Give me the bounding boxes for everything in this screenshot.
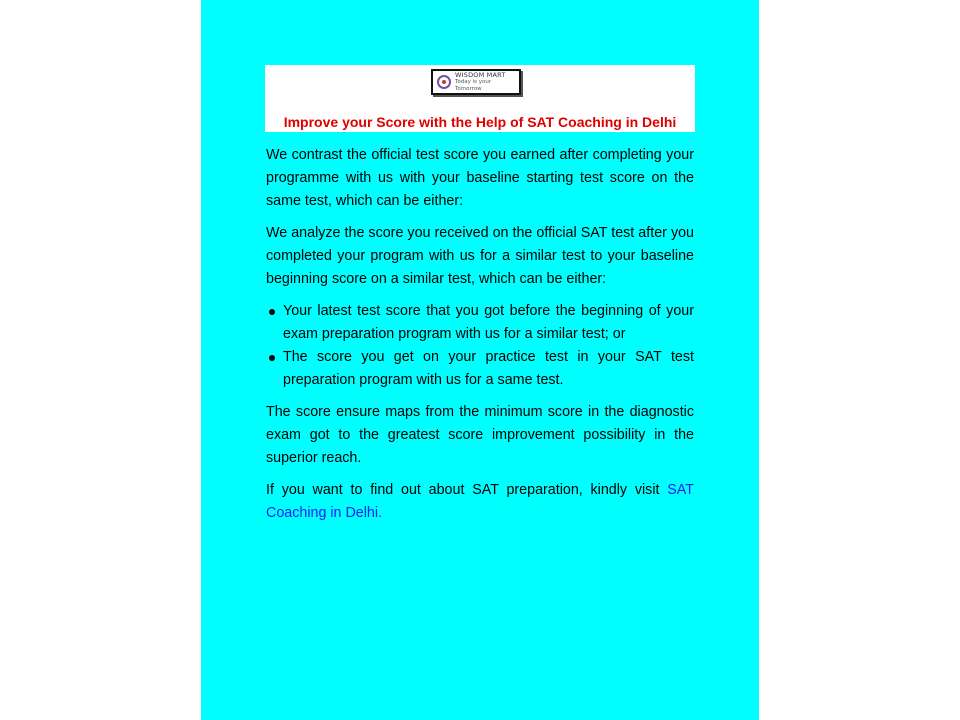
document-header (265, 65, 695, 132)
list-item (266, 300, 694, 346)
document-title: Improve your Score with the Help of SAT Coaching in Delhi (283, 114, 677, 130)
bullet-icon (269, 355, 275, 361)
visit-suffix: . (378, 505, 383, 521)
paragraph: The score ensure maps from the minimum score in the diagnostic exam got to the greatest score improvement possibility in the superior reach. (266, 404, 694, 466)
list-item-text: The score you get on your practice test in your SAT test preparation program with us for a same test. (283, 349, 694, 388)
document-body (266, 144, 694, 534)
logo (431, 69, 521, 95)
bullet-list (266, 300, 694, 392)
list-item-text: Your latest test score that you got before the beginning of your exam preparation program with us for a similar test; or (283, 303, 694, 342)
logo-name: WISDOM MART (455, 70, 506, 79)
wisdom-mart-logo-icon (437, 75, 451, 89)
visit-paragraph (266, 479, 694, 525)
paragraph: We analyze the score you received on the official SAT test after you completed your program with us for a similar test to your baseline beginning score on a similar test, which can be either: (266, 225, 694, 287)
bullet-icon (269, 309, 275, 315)
logo-tagline: Today is your Tomorrow (455, 78, 492, 92)
paragraph: We contrast the official test score you earned after completing your programme with us with your baseline starting test score on the same test, which can be either: (266, 147, 694, 209)
sat-coaching-link[interactable]: SAT Coaching in Delhi (266, 482, 694, 521)
document-page (201, 0, 759, 720)
list-item (266, 346, 694, 392)
visit-text: If you want to find out about SAT preparation, kindly visit (266, 482, 668, 498)
